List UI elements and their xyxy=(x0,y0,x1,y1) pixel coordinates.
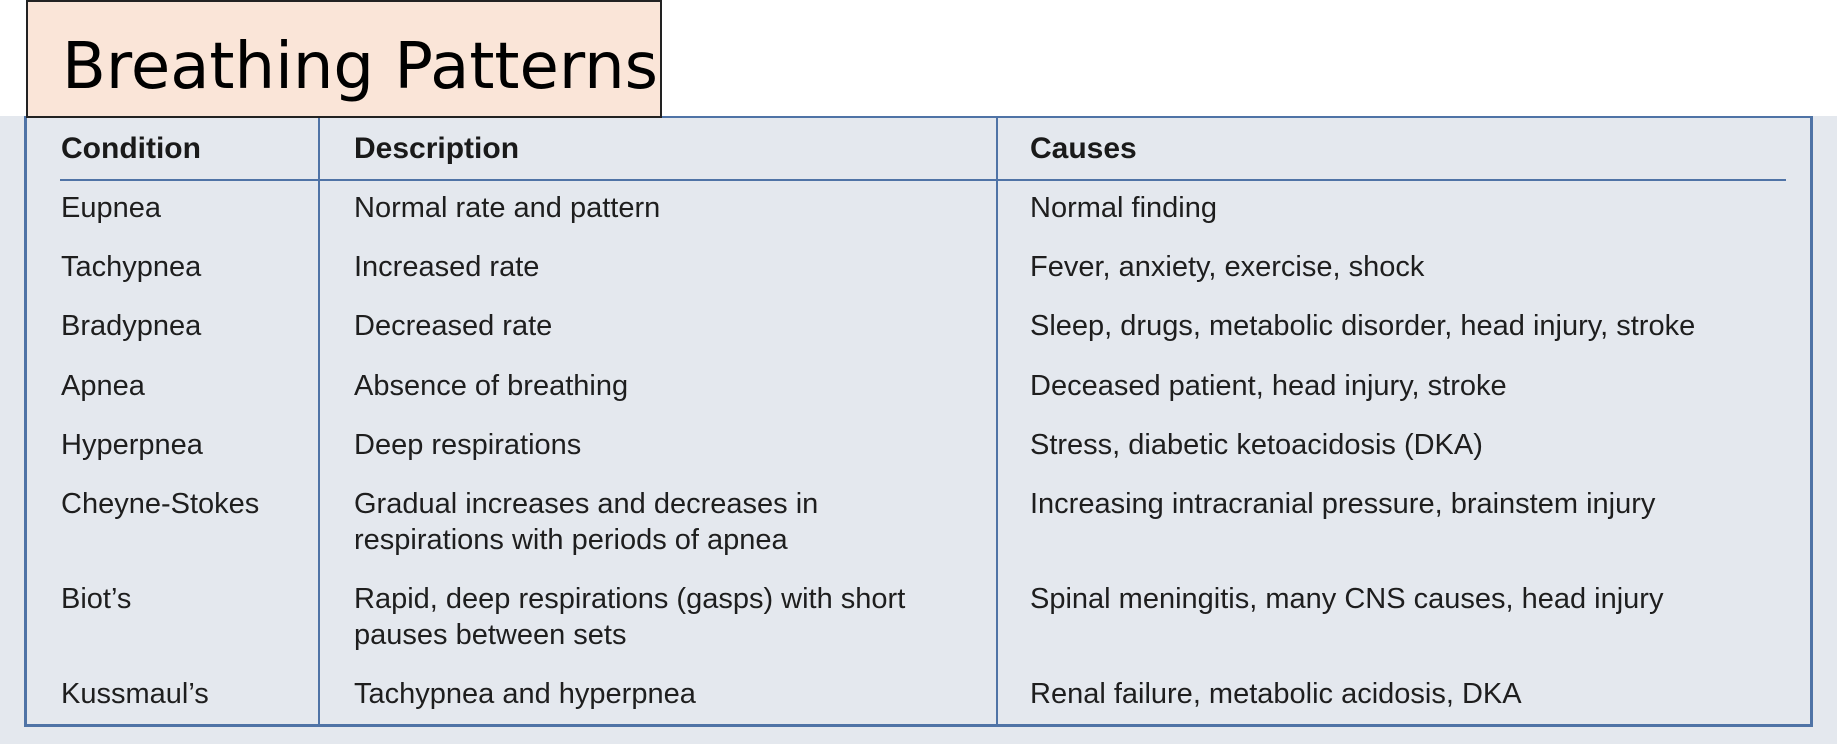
breathing-patterns-table xyxy=(24,116,1813,727)
row-causes: Increasing intracranial pressure, brainstem injury xyxy=(1030,488,1656,520)
title-box xyxy=(26,0,662,118)
row-description: Normal rate and pattern xyxy=(354,192,661,224)
row-causes: Spinal meningitis, many CNS causes, head injury xyxy=(1030,583,1664,615)
row-causes: Fever, anxiety, exercise, shock xyxy=(1030,251,1425,283)
row-description: Tachypnea and hyperpnea xyxy=(354,678,696,710)
column-divider-2 xyxy=(996,118,998,724)
header-description: Description xyxy=(354,132,520,165)
row-causes: Stress, diabetic ketoacidosis (DKA) xyxy=(1030,429,1483,461)
row-condition: Bradypnea xyxy=(61,310,202,342)
column-divider-1 xyxy=(318,118,320,724)
row-condition: Hyperpnea xyxy=(61,429,203,461)
header-condition: Condition xyxy=(61,132,201,165)
row-condition: Eupnea xyxy=(61,192,161,224)
row-causes: Deceased patient, head injury, stroke xyxy=(1030,370,1507,402)
row-causes: Sleep, drugs, metabolic disorder, head injury, stroke xyxy=(1030,310,1696,342)
row-condition: Cheyne-Stokes xyxy=(61,488,260,520)
row-description-line2: respirations with periods of apnea xyxy=(354,524,788,556)
slide-title: Breathing Patterns xyxy=(62,30,658,104)
row-condition: Apnea xyxy=(61,370,145,402)
row-causes: Normal finding xyxy=(1030,192,1217,224)
row-description: Increased rate xyxy=(354,251,540,283)
row-description: Absence of breathing xyxy=(354,370,629,402)
row-description-line1: Gradual increases and decreases in xyxy=(354,488,819,520)
row-causes: Renal failure, metabolic acidosis, DKA xyxy=(1030,678,1522,710)
header-causes: Causes xyxy=(1030,132,1137,165)
row-description-line1: Rapid, deep respirations (gasps) with short xyxy=(354,583,906,615)
row-description: Decreased rate xyxy=(354,310,553,342)
header-rule xyxy=(60,179,1786,181)
row-condition: Kussmaul’s xyxy=(61,678,209,710)
row-description: Deep respirations xyxy=(354,429,582,461)
row-condition: Biot’s xyxy=(61,583,132,615)
row-description-line2: pauses between sets xyxy=(354,619,627,651)
row-condition: Tachypnea xyxy=(61,251,202,283)
